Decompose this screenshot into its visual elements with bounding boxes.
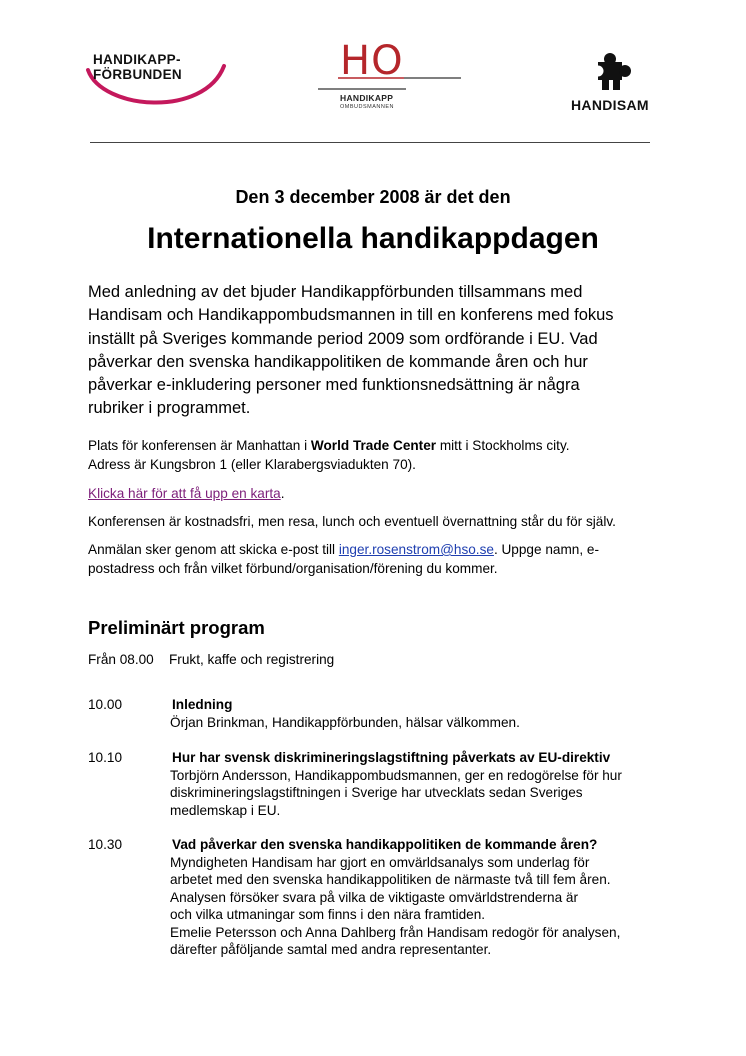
- program-title: Hur har svensk diskrimineringslagstiftning påverkats av EU-direktiv: [172, 750, 611, 765]
- logo-handisam: [566, 52, 666, 116]
- address-line: Adress är Kungsbron 1 (eller Klarabergsviadukten 70).: [88, 456, 416, 472]
- lead-line: påverkar den svenska handikappolitiken de kommande åren och hur: [88, 352, 588, 371]
- program-desc: diskrimineringslagstiftningen i Sverige har utvecklats sedan Sveriges: [170, 785, 583, 800]
- logo-ho-line1: HANDIKAPP: [340, 93, 394, 103]
- lead-line: påverkar e-inkludering personer med funktionsnedsättning är några: [88, 376, 580, 395]
- lead-line: inställt på Sveriges kommande period 2009 som ordförande i EU. Vad: [88, 329, 598, 348]
- program-time: 10.00: [88, 697, 123, 712]
- map-paragraph: [88, 485, 678, 504]
- page-title: Internationella handikappdagen: [147, 222, 599, 255]
- logo-line-1: HANDIKAPP-: [93, 52, 181, 67]
- program-time: 10.10: [88, 750, 123, 765]
- signup-text: Anmälan sker genom att skicka e-post till: [88, 542, 339, 557]
- logo-handisam-text: HANDISAM: [571, 97, 649, 113]
- signup-line-2: postadress och från vilket förbund/organisation/förening du kommer.: [88, 560, 498, 576]
- logo-handikappforbunden: [84, 48, 229, 116]
- signup-email-link[interactable]: inger.rosenstrom@hso.se: [338, 542, 494, 557]
- venue-line: [88, 437, 678, 456]
- logo-line-2: FÖRBUNDEN: [93, 67, 182, 82]
- page-subtitle: Den 3 december 2008 är det den: [235, 187, 511, 207]
- map-link[interactable]: Klicka här för att få upp en karta: [88, 486, 281, 501]
- program-title: Vad påverkar den svenska handikappolitiken de kommande åren?: [172, 837, 598, 852]
- program-time: 10.30: [88, 837, 123, 852]
- venue-text-end: mitt i Stockholms city.: [436, 438, 570, 453]
- logo-handikappforbunden-text: [93, 52, 182, 82]
- signup-text-end: . Uppge namn, e-: [493, 542, 599, 557]
- header-divider: [90, 142, 650, 143]
- logo-handikappombudsmannen: [314, 40, 464, 116]
- program-body: [170, 749, 670, 819]
- venue-paragraph: [88, 437, 678, 474]
- lead-line: Med anledning av det bjuder Handikappförbunden tillsammans med: [88, 283, 583, 301]
- program-body: [170, 836, 670, 959]
- program-title: Inledning: [172, 697, 233, 712]
- signup-paragraph: [88, 541, 678, 578]
- program-time: Från 08.00: [88, 652, 154, 667]
- lead-line: rubriker i programmet.: [88, 399, 251, 418]
- program-heading: Preliminärt program: [88, 617, 265, 638]
- program-body: [170, 696, 670, 731]
- puzzle-piece-icon: [566, 52, 666, 96]
- venue-name: World Trade Center: [310, 438, 437, 453]
- map-link-dot: .: [280, 486, 285, 501]
- logo-ho-line2: OMBUDSMANNEN: [340, 104, 394, 110]
- program-desc: Frukt, kaffe och registrering: [169, 652, 335, 667]
- cost-paragraph: Konferensen är kostnadsfri, men resa, lunch och eventuell övernattning står du för själv.: [88, 514, 616, 529]
- venue-text: Plats för konferensen är Manhattan i: [88, 438, 311, 453]
- program-body: [169, 651, 669, 669]
- program-desc: Myndigheten Handisam har gjort en omvärldsanalys som underlag för: [170, 854, 590, 870]
- logo-ho-letters: HO: [340, 38, 404, 84]
- lead-line: Handisam och Handikappombudsmannen in till en konferens med fokus: [88, 306, 614, 325]
- program-desc: Analysen försöker svara på vilka de viktigaste omvärldstrenderna är: [170, 889, 579, 905]
- signup-line: [88, 541, 678, 560]
- program-desc: Torbjörn Andersson, Handikappombudsmannen, ger en redogörelse för hur: [170, 767, 622, 783]
- program-desc: medlemskap i EU.: [170, 802, 281, 818]
- lead-paragraph: [88, 281, 668, 421]
- program-desc: därefter påföljande samtal med andra representanter.: [170, 942, 492, 957]
- program-desc: Emelie Petersson och Anna Dahlberg från Handisam redogör för analysen,: [170, 924, 621, 940]
- program-desc: och vilka utmaningar som finns i den nära framtiden.: [170, 907, 486, 922]
- program-desc: arbetet med den svenska handikappolitiken de närmaste två till fem åren.: [170, 872, 611, 887]
- program-desc: Örjan Brinkman, Handikappförbunden, hälsar välkommen.: [170, 714, 520, 730]
